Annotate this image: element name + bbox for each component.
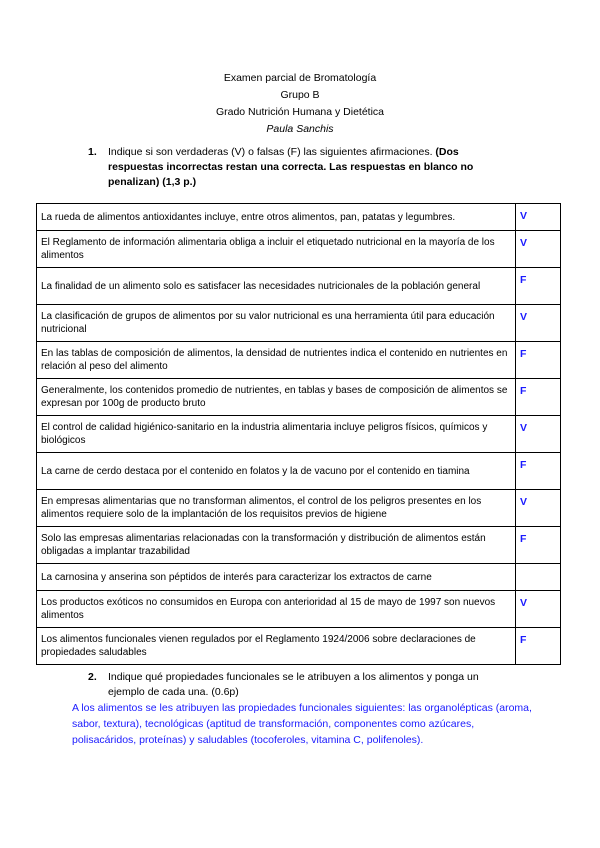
table-row — [37, 416, 561, 453]
table-row — [37, 564, 561, 591]
statement-cell: Solo las empresas alimentarias relacionadas con la transformación y distribución de alimentos están obligadas a implantar trazabilidad — [37, 527, 516, 564]
answer-cell: F — [516, 628, 561, 665]
answer-cell — [516, 564, 561, 591]
answer-cell: V — [516, 305, 561, 342]
statement-cell: La rueda de alimentos antioxidantes incluye, entre otros alimentos, pan, patatas y legumbres. — [37, 204, 516, 231]
question-1 — [88, 145, 508, 190]
true-false-table — [36, 203, 561, 665]
answer-cell: V — [516, 490, 561, 527]
answer-cell: V — [516, 416, 561, 453]
answer-cell: F — [516, 527, 561, 564]
table-row — [37, 379, 561, 416]
answer-cell: F — [516, 379, 561, 416]
table-row — [37, 342, 561, 379]
statement-cell: La finalidad de un alimento solo es satisfacer las necesidades nutricionales de la población general — [37, 268, 516, 305]
table-row — [37, 453, 561, 490]
statement-cell: Generalmente, los contenidos promedio de nutrientes, en tablas y bases de composición de alimentos se expresan por 100g de producto bruto — [37, 379, 516, 416]
table-row — [37, 490, 561, 527]
question-2-text: Indique qué propiedades funcionales se le atribuyen a los alimentos y ponga un ejemplo de cada una. (0.6p) — [108, 671, 479, 698]
statement-cell: El control de calidad higiénico-sanitario en la industria alimentaria incluye peligros físicos, químicos y biológicos — [37, 416, 516, 453]
statement-cell: En las tablas de composición de alimentos, la densidad de nutrientes indica el contenido en nutrientes en relación al peso del alimento — [37, 342, 516, 379]
answer-cell: F — [516, 342, 561, 379]
question-1-text: Indique si son verdaderas (V) o falsas (F) las siguientes afirmaciones. — [108, 146, 436, 158]
answer-cell: V — [516, 204, 561, 231]
question-2-answer: A los alimentos se les atribuyen las propiedades funcionales siguientes: las organolépticas (aroma, sabor, textura), tecnológicas (aptitud de transformación, componentes como azúcares, polisacáridos, proteínas) y saludables (tocoferoles, vitamina C, polifenoles). — [72, 702, 532, 746]
question-1-number: 1. — [88, 146, 97, 158]
statement-cell: La carne de cerdo destaca por el contenido en folatos y la de vacuno por el contenido en tiamina — [37, 453, 516, 490]
question-1-instructions: (Dos respuestas incorrectas restan una correcta. Las respuestas en blanco no penalizan) (1,3 p.) — [108, 146, 474, 188]
question-2 — [88, 670, 518, 700]
statement-cell: Los productos exóticos no consumidos en Europa con anterioridad al 15 de mayo de 1997 son nuevos alimentos — [37, 591, 516, 628]
exam-title: Examen parcial de Bromatología — [223, 72, 377, 84]
table-row — [37, 527, 561, 564]
table-row — [37, 268, 561, 305]
answer-cell: V — [516, 591, 561, 628]
author-name: Paula Sanchis — [266, 123, 334, 135]
statement-cell: La carnosina y anserina son péptidos de interés para caracterizar los extractos de carne — [37, 564, 516, 591]
table-row — [37, 305, 561, 342]
table-row — [37, 628, 561, 665]
table-row — [37, 204, 561, 231]
statement-cell: El Reglamento de información alimentaria obliga a incluir el etiquetado nutricional en la mayoría de los alimentos — [37, 231, 516, 268]
statement-cell: La clasificación de grupos de alimentos por su valor nutricional es una herramienta útil para educación nutricional — [37, 305, 516, 342]
answer-cell: F — [516, 453, 561, 490]
question-2-number: 2. — [88, 671, 97, 683]
degree-name: Grado Nutrición Humana y Dietética — [215, 106, 385, 118]
table-row — [37, 591, 561, 628]
answer-cell: F — [516, 268, 561, 305]
table-row — [37, 231, 561, 268]
exam-group: Grupo B — [280, 89, 320, 101]
answer-cell: V — [516, 231, 561, 268]
statement-cell: En empresas alimentarias que no transforman alimentos, el control de los peligros presentes en los alimentos requiere solo de la implantación de los requisitos previos de higiene — [37, 490, 516, 527]
statement-cell: Los alimentos funcionales vienen regulados por el Reglamento 1924/2006 sobre declaraciones de propiedades saludables — [37, 628, 516, 665]
document-header — [0, 70, 600, 138]
